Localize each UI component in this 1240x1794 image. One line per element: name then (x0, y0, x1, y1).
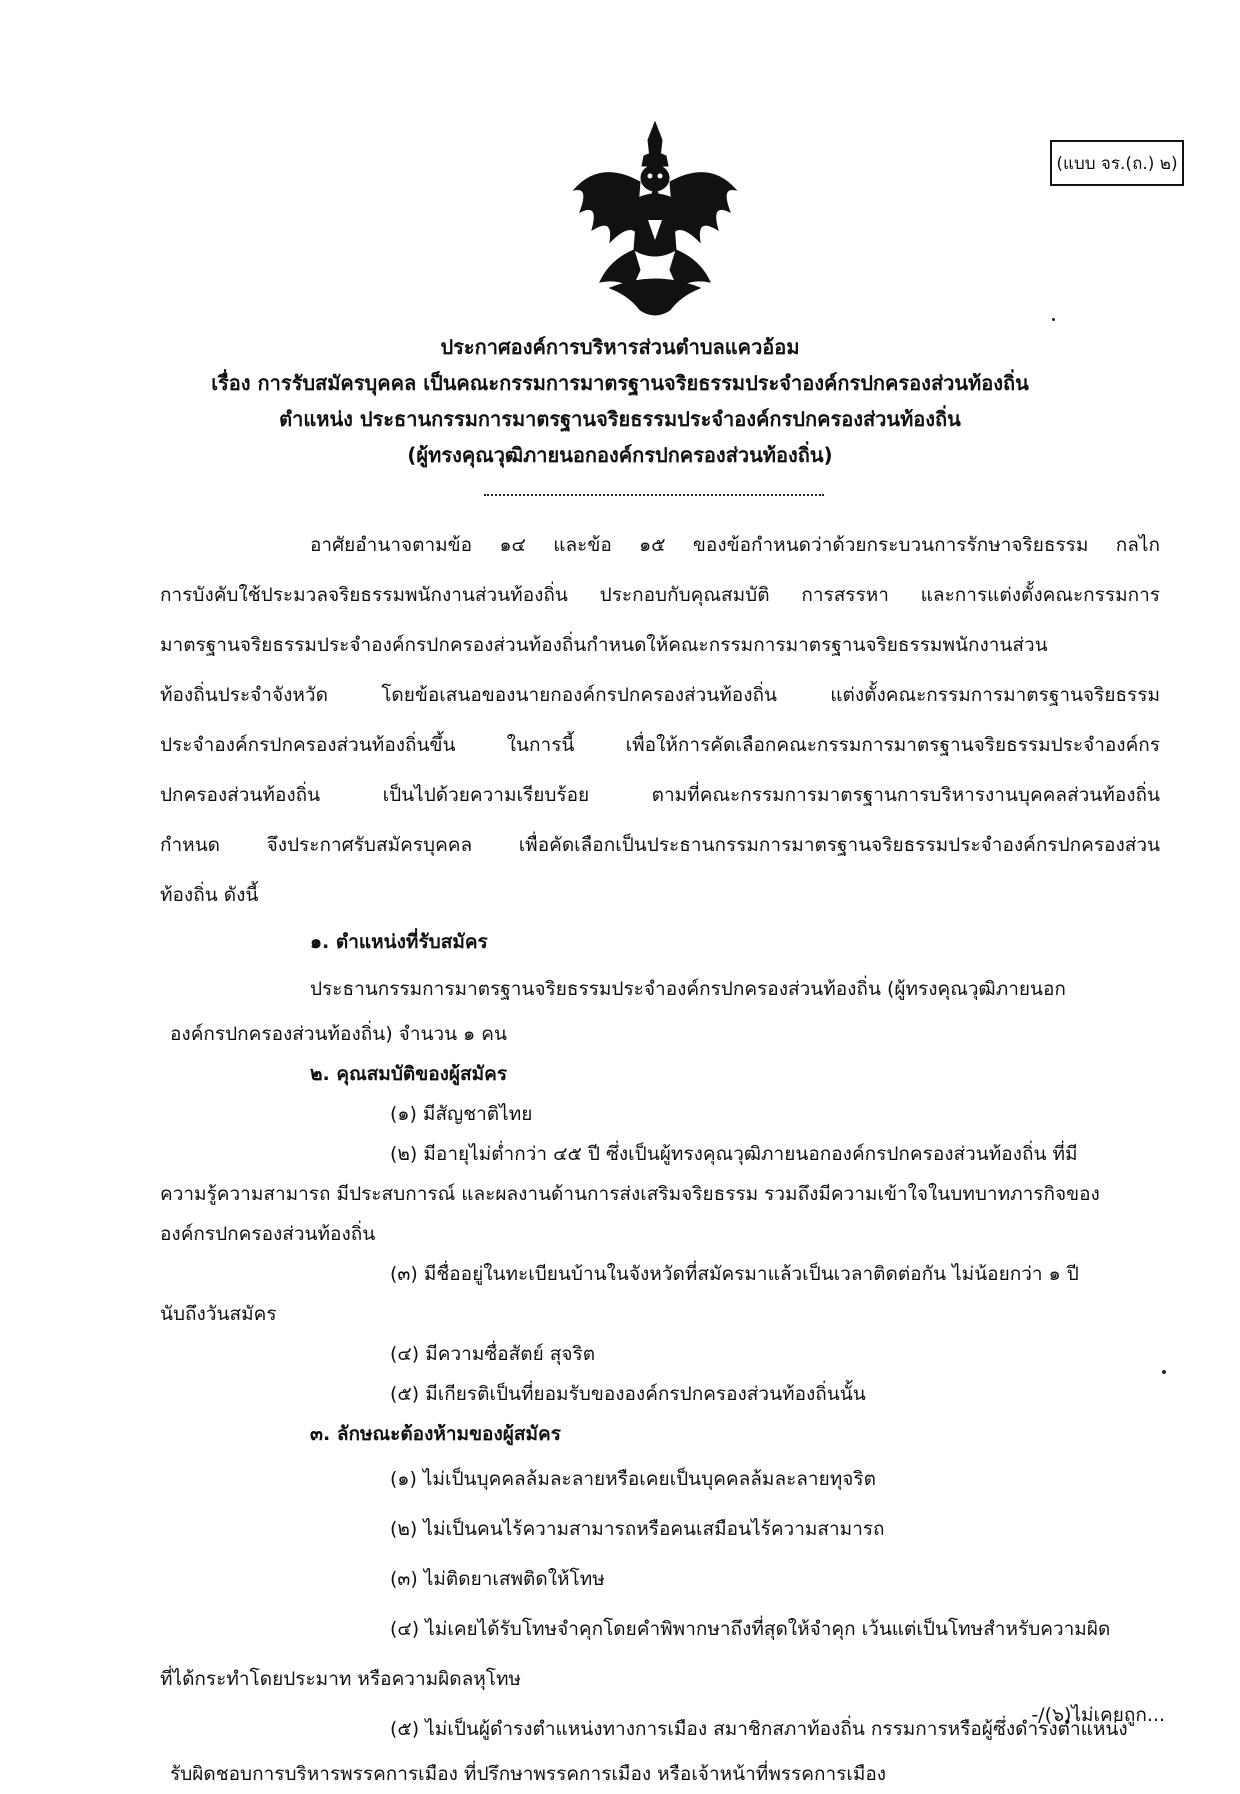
page-continuation: -/(๖)ไม่เคยถูก... (1031, 1704, 1165, 1726)
list-item: (๒) มีอายุไม่ต่ำกว่า ๔๕ ปี ซึ่งเป็นผู้ทรงคุณวุฒิภายนอกองค์กรปกครองส่วนท้องถิ่น ที่มี (390, 1143, 1078, 1165)
list-item-continuation: องค์กรปกครองส่วนท้องถิ่น (160, 1223, 376, 1245)
list-item-continuation: ความรู้ความสามารถ มีประสบการณ์ และผลงานด้านการส่งเสริมจริยธรรม รวมถึงมีความเข้าใจในบทบาทภารกิจของ (160, 1183, 1100, 1205)
announcement-title: ประกาศองค์การบริหารส่วนตำบลแควอ้อม (440, 335, 800, 359)
list-item-continuation: ที่ได้กระทำโดยประมาท หรือความผิดลหุโทษ (160, 1668, 522, 1690)
announcement-qualifier: (ผู้ทรงคุณวุฒิภายนอกองค์กรปกครองส่วนท้องถิ่น) (407, 443, 833, 467)
paragraph-line: ท้องถิ่นประจำจังหวัด โดยข้อเสนอของนายกองค์กรปกครองส่วนท้องถิ่น แต่งตั้งคณะกรรมการมาตรฐานจริยธรรม (160, 684, 1160, 706)
dotted-separator (484, 494, 824, 496)
list-item: (๓) มีชื่ออยู่ในทะเบียนบ้านในจังหวัดที่สมัครมาแล้วเป็นเวลาติดต่อกัน ไม่น้อยกว่า ๑ ปี (390, 1263, 1079, 1285)
paragraph-line: ท้องถิ่น ดังนี้ (160, 884, 259, 906)
list-item: (๓) ไม่ติดยาเสพติดให้โทษ (390, 1568, 605, 1590)
form-code-box: (แบบ จร.(ถ.) ๒) (1050, 140, 1184, 186)
paragraph-line: มาตรฐานจริยธรรมประจำองค์กรปกครองส่วนท้องถิ่นกำหนดให้คณะกรรมการมาตรฐานจริยธรรมพนักงานส่วน (160, 634, 1048, 656)
section-heading: ๓. ลักษณะต้องห้ามของผู้สมัคร (310, 1423, 561, 1445)
list-item: (๔) มีความซื่อสัตย์ สุจริต (390, 1343, 596, 1365)
paragraph-line: การบังคับใช้ประมวลจริยธรรมพนักงานส่วนท้องถิ่น ประกอบกับคุณสมบัติ การสรรหา และการแต่งตั้งคณะกรรมการ (160, 584, 1160, 606)
paragraph-line: ปกครองส่วนท้องถิ่น เป็นไปด้วยความเรียบร้อย ตามที่คณะกรรมการมาตรฐานการบริหารงานบุคคลส่วนท้องถิ่น (160, 784, 1160, 806)
paragraph-line: ประจำองค์กรปกครองส่วนท้องถิ่นขึ้น ในการนี้ เพื่อให้การคัดเลือกคณะกรรมการมาตรฐานจริยธรรมประจำองค์กร (160, 734, 1160, 756)
list-item: (๑) มีสัญชาติไทย (390, 1103, 533, 1125)
list-item-continuation: รับผิดชอบการบริหารพรรคการเมือง ที่ปรึกษาพรรคการเมือง หรือเจ้าหน้าที่พรรคการเมือง (170, 1763, 887, 1785)
intro-paragraph (160, 520, 1160, 920)
paragraph-line: อาศัยอำนาจตามข้อ ๑๔ และข้อ ๑๕ ของข้อกำหนดว่าด้วยกระบวนการรักษาจริยธรรม กลไก (310, 534, 1160, 556)
list-item: (๔) ไม่เคยได้รับโทษจำคุกโดยคำพิพากษาถึงที่สุดให้จำคุก เว้นแต่เป็นโทษสำหรับความผิด (390, 1618, 1111, 1640)
section-line: ประธานกรรมการมาตรฐานจริยธรรมประจำองค์กรปกครองส่วนท้องถิ่น (ผู้ทรงคุณวุฒิภายนอก (310, 978, 1066, 1000)
section-line: องค์กรปกครองส่วนท้องถิ่น) จำนวน ๑ คน (170, 1023, 507, 1045)
scan-speck (1162, 1370, 1166, 1374)
section-heading: ๑. ตำแหน่งที่รับสมัคร (310, 931, 488, 953)
list-item: (๕) ไม่เป็นผู้ดำรงตำแหน่งทางการเมือง สมาชิกสภาท้องถิ่น กรรมการหรือผู้ซึ่งดำรงตำแหน่ง (390, 1718, 1128, 1740)
garuda-emblem-icon (570, 120, 740, 325)
section-heading: ๒. คุณสมบัติของผู้สมัคร (310, 1063, 508, 1085)
scan-speck (1052, 318, 1055, 321)
announcement-position: ตำแหน่ง ประธานกรรมการมาตรฐานจริยธรรมประจำองค์กรปกครองส่วนท้องถิ่น (279, 407, 961, 431)
paragraph-line: กำหนด จึงประกาศรับสมัครบุคคล เพื่อคัดเลือกเป็นประธานกรรมการมาตรฐานจริยธรรมประจำองค์กรปกครองส่วน (160, 834, 1160, 856)
announcement-subject: เรื่อง การรับสมัครบุคคล เป็นคณะกรรมการมาตรฐานจริยธรรมประจำองค์กรปกครองส่วนท้องถิ่น (211, 371, 1029, 395)
document-body (160, 520, 1160, 1794)
list-item: (๒) ไม่เป็นคนไร้ความสามารถหรือคนเสมือนไร้ความสามารถ (390, 1518, 885, 1540)
list-item: (๑) ไม่เป็นบุคคลล้มละลายหรือเคยเป็นบุคคลล้มละลายทุจริต (390, 1468, 876, 1490)
list-item-continuation: นับถึงวันสมัคร (160, 1303, 277, 1325)
list-item: (๕) มีเกียรติเป็นที่ยอมรับขององค์กรปกครองส่วนท้องถิ่นนั้น (390, 1383, 866, 1405)
